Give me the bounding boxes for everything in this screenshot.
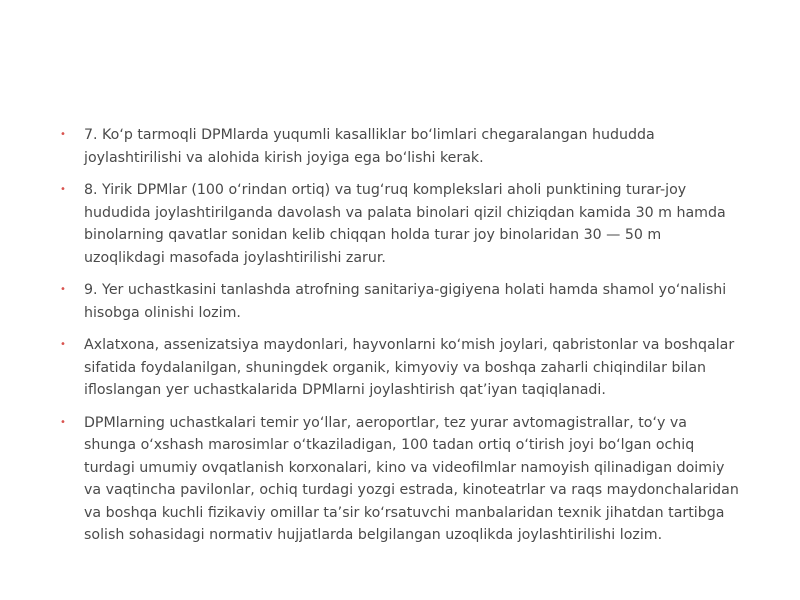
list-item <box>60 334 740 402</box>
list-item-text: Axlatxona, assenizatsiya maydonlari, hayvonlarni ko‘mish joylari, qabristonlar va boshqalar sifatida foydalanilgan, shuningdek organik, kimyoviy va boshqa zaharli chiqindilar bilan ifloslangan yer uchastkalarida DPMlarni joylashtirish qat’iyan taqiqlanadi. <box>84 337 735 398</box>
bullet-icon: • <box>60 129 66 140</box>
bullet-icon: • <box>60 339 66 350</box>
bullet-icon: • <box>60 416 66 428</box>
bullet-list <box>60 124 740 557</box>
bullet-icon: • <box>60 284 66 295</box>
list-item <box>60 412 740 547</box>
list-item <box>60 179 740 269</box>
list-item <box>60 279 740 324</box>
list-item-text: 9. Yer uchastkasini tanlashda atrofning sanitariya-gigiyena holati hamda shamol yo‘nalishi hisobga olinishi lozim. <box>84 282 727 321</box>
list-item-text: 8. Yirik DPMlar (100 o‘rindan ortiq) va tug‘ruq komplekslari aholi punktining turar-joy hududida joylashtirilganda davolash va palata binolari qizil chiziqdan kamida 30 m hamda binolarning qavatlar sonidan kelib chiqqan holda turar joy binolaridan 30 — 50 m uzoqlikdagi masofada joylashtirilishi zarur. <box>84 182 726 266</box>
list-item-text: 7. Ko‘p tarmoqli DPMlarda yuqumli kasalliklar bo‘limlari chegaralangan hududda joylashtirilishi va alohida kirish joyiga ega bo‘lishi kerak. <box>84 127 655 166</box>
list-item <box>60 124 740 169</box>
list-item-text: DPMlarning uchastkalari temir yo‘llar, aeroportlar, tez yurar avtomagistrallar, to‘y va shunga o‘xshash marosimlar o‘tkaziladigan, 100 tadan ortiq o‘tirish joyi bo‘lgan ochiq turdagi umumiy ovqatlanish korxonalari, kino va videofilmlar namoyish qilinadigan doimiy va vaqtincha pavilonlar, ochiq turdagi yozgi estrada, kinoteatrlar va raqs maydonchalaridan va boshqa kuchli fizikaviy omillar ta’sir ko‘rsatuvchi manbalaridan texnik jihatdan tartibga solish sohasidagi normativ hujjatlarda belgilangan uzoqlikda joylashtirilishi lozim. <box>84 414 739 543</box>
bullet-icon: • <box>60 184 66 195</box>
